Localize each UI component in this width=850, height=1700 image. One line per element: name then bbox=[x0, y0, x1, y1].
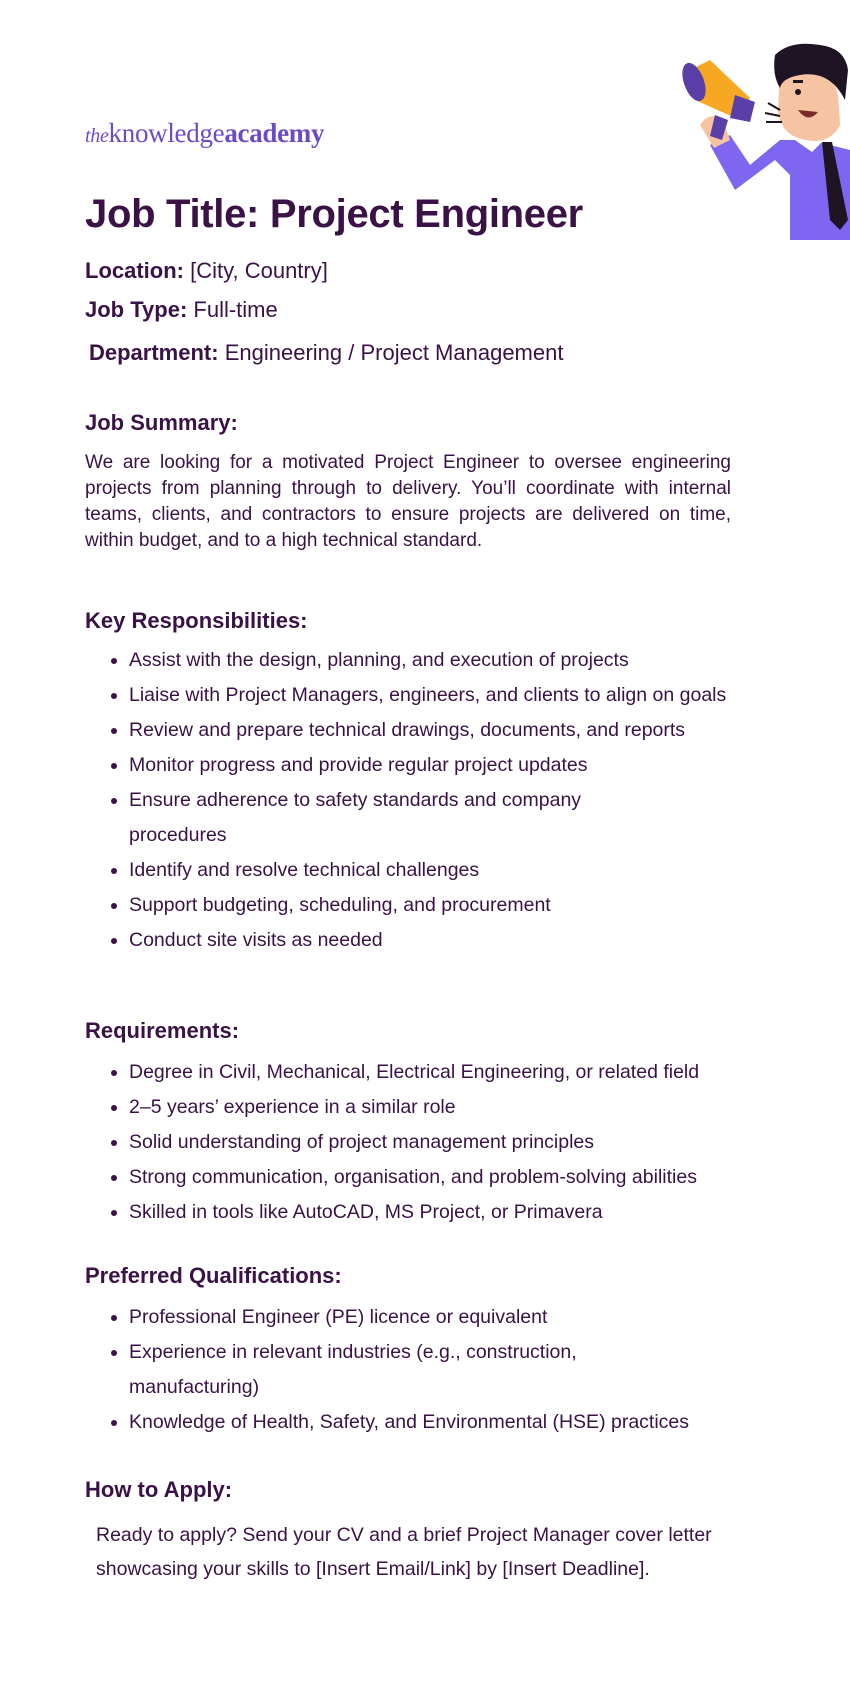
page-title: Job Title: Project Engineer bbox=[85, 192, 583, 236]
section-heading-preferred: Preferred Qualifications: bbox=[85, 1263, 342, 1288]
preferred-list bbox=[85, 1300, 769, 1440]
list-item: • Degree in Civil, Mechanical, Electrical Engineering, or related field bbox=[129, 1055, 829, 1090]
summary-text: We are looking for a motivated Project Engineer to oversee engineering projects from planning through to delivery. You’ll coordinate with internal teams, clients, and contractors to ensure projects are delivered on time, within budget, and to a high technical standard. bbox=[85, 452, 731, 551]
meta-location bbox=[85, 258, 328, 284]
meta-job-type bbox=[85, 297, 278, 323]
section-heading-requirements: Requirements: bbox=[85, 1018, 240, 1043]
list-item: • Identify and resolve technical challenges bbox=[129, 853, 769, 888]
list-item: • Support budgeting, scheduling, and procurement bbox=[129, 888, 769, 923]
apply-text: Ready to apply? Send your CV and a brief Project Manager cover letter showcasing your skills to [Insert Email/Link] by [Insert Deadline]. bbox=[96, 1524, 712, 1580]
list-item: • Assist with the design, planning, and execution of projects bbox=[129, 643, 769, 678]
list-item: • Ensure adherence to safety standards and company procedures bbox=[129, 783, 769, 853]
list-item: • Skilled in tools like AutoCAD, MS Project, or Primavera bbox=[129, 1195, 829, 1230]
meta-value: [City, Country] bbox=[190, 258, 328, 283]
responsibilities-list bbox=[85, 643, 769, 958]
list-item: • Liaise with Project Managers, engineers, and clients to align on goals bbox=[129, 678, 769, 713]
list-item: • Strong communication, organisation, and problem-solving abilities bbox=[129, 1160, 829, 1195]
logo-the: the bbox=[85, 125, 109, 147]
meta-label: Location: bbox=[85, 258, 184, 283]
list-item: • Professional Engineer (PE) licence or equivalent bbox=[129, 1300, 769, 1335]
meta-value: Full-time bbox=[193, 297, 278, 322]
list-item: • Experience in relevant industries (e.g., construction, manufacturing) bbox=[129, 1335, 769, 1405]
list-item: • 2–5 years’ experience in a similar role bbox=[129, 1090, 829, 1125]
meta-label: Job Type: bbox=[85, 297, 188, 322]
brand-logo bbox=[85, 118, 324, 149]
section-heading-responsibilities: Key Responsibilities: bbox=[85, 608, 308, 633]
list-item: • Review and prepare technical drawings, documents, and reports bbox=[129, 713, 769, 748]
section-heading-apply: How to Apply: bbox=[85, 1477, 233, 1502]
requirements-list bbox=[85, 1055, 829, 1230]
logo-academy: academy bbox=[224, 118, 325, 148]
list-item: • Solid understanding of project management principles bbox=[129, 1125, 829, 1160]
list-item: • Monitor progress and provide regular project updates bbox=[129, 748, 769, 783]
section-heading-summary: Job Summary: bbox=[85, 410, 238, 435]
meta-label: Department: bbox=[89, 340, 219, 365]
list-item: • Knowledge of Health, Safety, and Environmental (HSE) practices bbox=[129, 1405, 769, 1440]
meta-value: Engineering / Project Management bbox=[224, 340, 564, 365]
list-item: • Conduct site visits as needed bbox=[129, 923, 769, 958]
megaphone-man-illustration bbox=[680, 40, 850, 240]
logo-knowledge: knowledge bbox=[108, 118, 225, 148]
meta-department bbox=[89, 340, 563, 366]
